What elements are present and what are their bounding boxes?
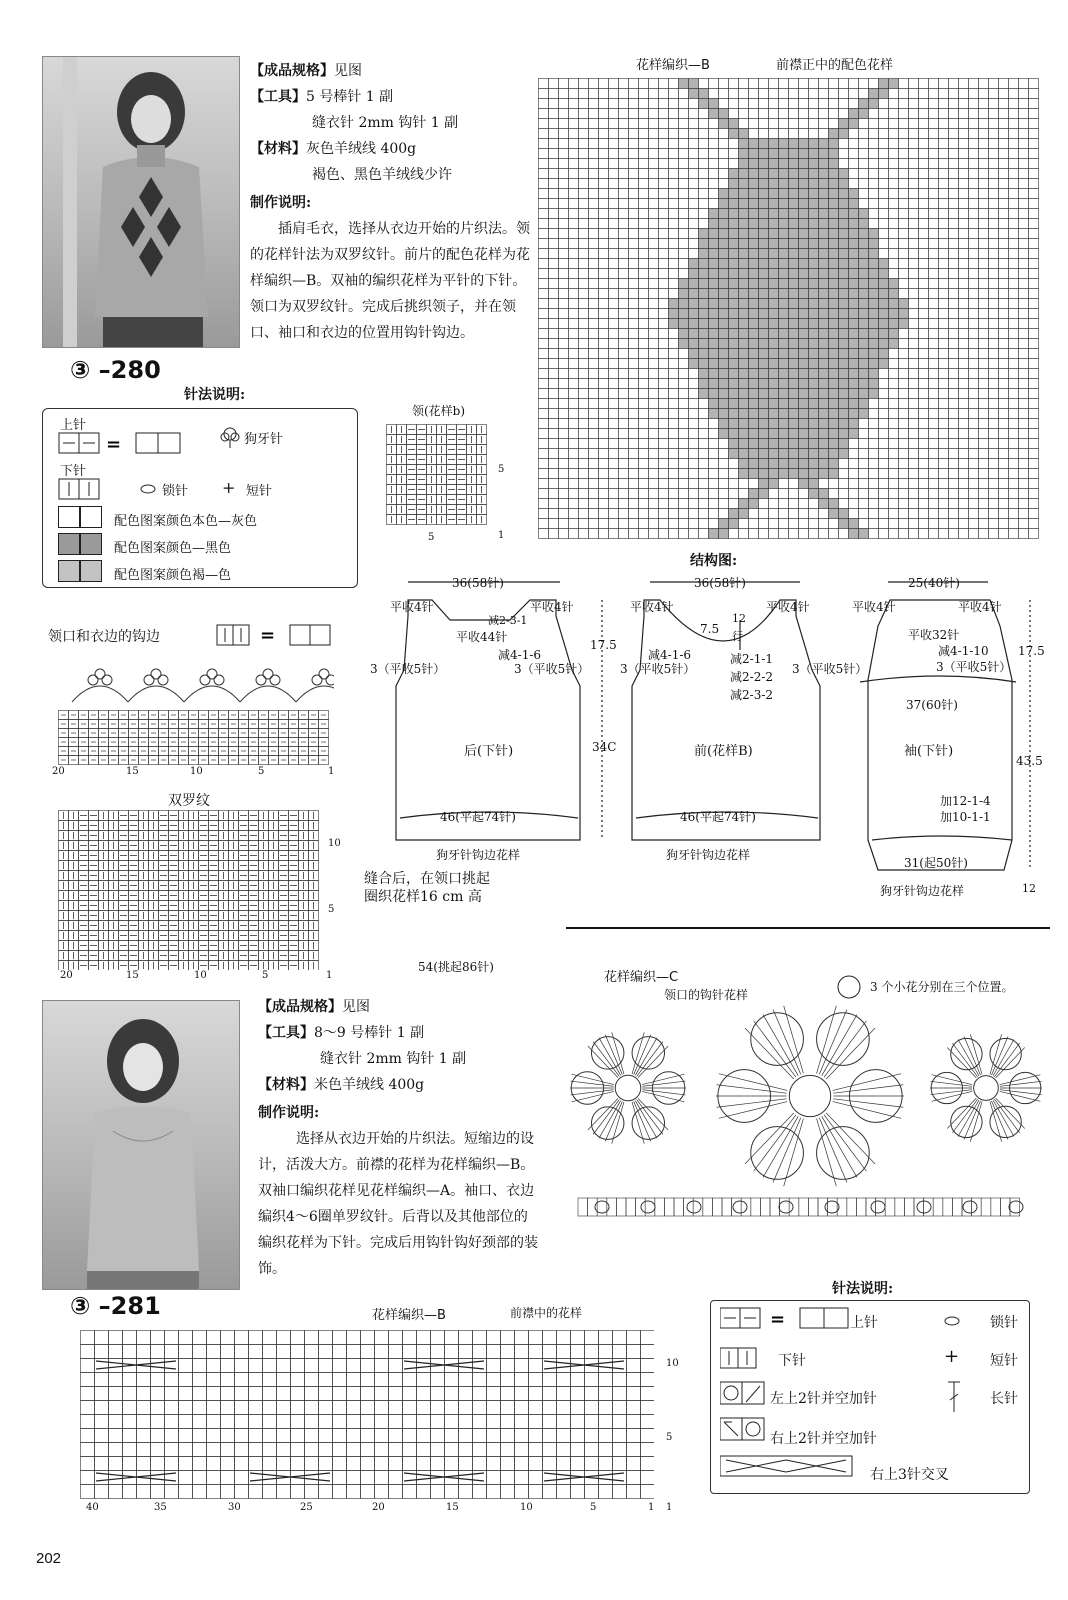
front-side-l: 3（平收5针） bbox=[620, 662, 696, 676]
edge-tick: 5 bbox=[258, 766, 265, 777]
section-divider bbox=[540, 924, 1050, 934]
sleeve-l1: 平收4针 bbox=[852, 600, 896, 614]
cable-tick: 40 bbox=[86, 1502, 99, 1513]
sleeve-h12: 12 bbox=[1022, 882, 1036, 895]
legend-chain: 锁针 bbox=[162, 484, 189, 499]
legend-281-cross: 右上3针交叉 bbox=[870, 1467, 949, 1483]
pattern-id-280: ③ –280 bbox=[70, 356, 161, 384]
legend-title-280: 针法说明: bbox=[184, 387, 246, 403]
legend-c3: 配色图案颜色褐—色 bbox=[114, 568, 232, 583]
model-figure-280 bbox=[43, 57, 239, 347]
back-side-r: 3（平收5针） bbox=[514, 662, 590, 676]
spec-280 bbox=[250, 58, 362, 84]
rib-tick: 5 bbox=[262, 970, 269, 981]
sleeve-side: 3（平收5针） bbox=[936, 660, 1012, 674]
material-1: 米色羊绒线 400g bbox=[314, 1077, 425, 1093]
back-h2: 34C bbox=[592, 740, 617, 754]
edge-title: 领口和衣边的钩边 bbox=[48, 629, 160, 645]
neck-note-2: 圈织花样16 cm 高 bbox=[364, 889, 482, 905]
chart-c-title: 花样编织—C bbox=[604, 970, 679, 985]
cable-row-1: 1 bbox=[666, 1502, 673, 1513]
collar-title: 领(花样b) bbox=[412, 404, 466, 418]
sleeve-width: 37(60针) bbox=[906, 698, 958, 712]
rib-row-10: 10 bbox=[328, 838, 341, 849]
front-dec1: 减4-1-6 bbox=[648, 648, 692, 662]
chart-b-sub-280: 前襟正中的配色花样 bbox=[776, 58, 894, 73]
crochet-chart-c bbox=[566, 1000, 1046, 1240]
material-2-280: 褐色、黑色羊绒线少许 bbox=[312, 167, 452, 183]
cable-tick: 35 bbox=[154, 1502, 167, 1513]
circle-icon bbox=[836, 974, 862, 1000]
material-280 bbox=[250, 136, 416, 162]
swatch-gray bbox=[58, 506, 102, 528]
front-body: 前(花样B) bbox=[694, 744, 753, 759]
back-body: 后(下针) bbox=[464, 744, 514, 759]
legend-281-down: 下针 bbox=[778, 1353, 806, 1369]
collar-chart bbox=[386, 424, 496, 532]
front-n12: 12 bbox=[732, 612, 746, 625]
svg-text:=: = bbox=[106, 434, 122, 455]
legend-title-281: 针法说明: bbox=[832, 1281, 894, 1297]
photo-sweater-280 bbox=[42, 56, 240, 348]
tools-2-280: 缝衣针 2mm 钩针 1 副 bbox=[312, 115, 459, 131]
collar-col-5: 5 bbox=[428, 532, 435, 543]
front-l1: 平收4针 bbox=[630, 600, 674, 614]
rib-row-5: 5 bbox=[328, 904, 335, 915]
chart-c-sub: 领口的钩针花样 bbox=[664, 988, 749, 1002]
material-label: 【材料】 bbox=[258, 1077, 314, 1093]
chain-icon bbox=[942, 1314, 962, 1328]
rib-tick: 15 bbox=[126, 970, 139, 981]
legend-281-up: 上针 bbox=[850, 1315, 878, 1331]
page-number: 202 bbox=[36, 1550, 62, 1567]
neck-note-1: 缝合后，在领口挑起 bbox=[364, 871, 490, 887]
front-dec3: 减2-2-2 bbox=[730, 670, 774, 684]
legend-281-r2: 右上2针并空加针 bbox=[770, 1431, 877, 1447]
purl-symbol bbox=[58, 432, 208, 460]
neck-pick: 54(挑起86针) bbox=[418, 960, 494, 974]
swatch-brown bbox=[58, 560, 102, 582]
rib-tick: 20 bbox=[60, 970, 73, 981]
svg-text:=: = bbox=[770, 1309, 786, 1330]
sleeve-r1: 平收4针 bbox=[958, 600, 1002, 614]
front-dec2: 减2-1-1 bbox=[730, 652, 774, 666]
chart-b-sub-281: 前襟中的花样 bbox=[510, 1306, 583, 1320]
front-r1: 平收4针 bbox=[766, 600, 810, 614]
legend-281-sc: 短针 bbox=[990, 1353, 1018, 1369]
rib-tick: 10 bbox=[194, 970, 207, 981]
collar-row-5: 5 bbox=[498, 464, 505, 475]
tools-label: 【工具】 bbox=[250, 89, 306, 105]
front-bottom: 46(平起74针) bbox=[680, 810, 756, 824]
front-n75: 7.5 bbox=[700, 622, 720, 636]
back-h1: 17.5 bbox=[590, 638, 617, 652]
cable-chart-b bbox=[80, 1330, 654, 1502]
front-side-r: 3（平收5针） bbox=[792, 662, 868, 676]
tools-1: 8～9 号棒针 1 副 bbox=[314, 1025, 425, 1041]
svg-text:=: = bbox=[260, 625, 276, 646]
instr-body-280: 插肩毛衣，选择从衣边开始的片织法。领的花样针法为双罗纹针。前片的配色花样为花样编织—B。双袖的编织花样为平针的下针。领口为双罗纹针。完成后挑织领子，并在领口、袖口和衣边的位置用钩针钩边。 bbox=[250, 221, 530, 341]
tools-280 bbox=[250, 84, 393, 110]
struct-title: 结构图: bbox=[690, 553, 738, 569]
instr-title-281: 制作说明: bbox=[258, 1105, 320, 1121]
rib-title: 双罗纹 bbox=[168, 793, 210, 809]
swatch-black bbox=[58, 533, 102, 555]
cable-tick: 5 bbox=[590, 1502, 597, 1513]
sleeve-top: 25(40针) bbox=[908, 576, 960, 590]
legend-c2: 配色图案颜色—黑色 bbox=[114, 541, 232, 556]
back-top: 36(58针) bbox=[452, 576, 504, 590]
instr-body-281: 选择从衣边开始的片织法。短缩边的设计，活泼大方。前襟的花样为花样编织—B。双袖口编织花样见花样编织—A。袖口、衣边编织4～6圈单罗纹针。后背以及其他部位的编织花样为下针。完成后用钩针钩好颈部的装饰。 bbox=[258, 1131, 538, 1277]
instr-title-280: 制作说明: bbox=[250, 195, 312, 211]
front-top: 36(58针) bbox=[694, 576, 746, 590]
pattern-id-281: ③ –281 bbox=[70, 1292, 161, 1320]
back-dec2: 减4-1-6 bbox=[498, 648, 542, 662]
dc-icon bbox=[944, 1380, 964, 1414]
cable-tick: 30 bbox=[228, 1502, 241, 1513]
sc-plus-icon: + bbox=[944, 1346, 960, 1367]
knit-symbol bbox=[58, 478, 104, 502]
collar-row-1: 1 bbox=[498, 530, 505, 541]
chart-b-title-281: 花样编织—B bbox=[372, 1308, 446, 1323]
legend-up: 上针 bbox=[60, 418, 87, 433]
spec-value: 见图 bbox=[342, 999, 370, 1015]
sleeve-edge: 狗牙针钩边花样 bbox=[880, 884, 965, 898]
sleeve-inc2: 加10-1-1 bbox=[940, 810, 991, 824]
back-side-l: 3（平收5针） bbox=[370, 662, 446, 676]
front-hang: 行 bbox=[732, 630, 743, 643]
back-l1: 平收4针 bbox=[390, 600, 434, 614]
edge-symbol bbox=[216, 624, 336, 648]
material-1: 灰色羊绒线 400g bbox=[306, 141, 417, 157]
sleeve-body: 袖(下针) bbox=[904, 744, 954, 759]
legend-sc: 短针 bbox=[246, 484, 273, 499]
front-edge: 狗牙针钩边花样 bbox=[666, 848, 751, 862]
color-chart-b bbox=[538, 78, 1044, 544]
legend-c1: 配色图案颜色本色—灰色 bbox=[114, 514, 258, 529]
tools-281 bbox=[258, 1020, 424, 1046]
chart-c-note: 3 个小花分别在三个位置。 bbox=[870, 980, 1014, 994]
back-bottom: 46(平起74针) bbox=[440, 810, 516, 824]
sleeve-dec: 减4-1-10 bbox=[938, 644, 989, 658]
sleeve-cuff: 31(起50针) bbox=[904, 856, 968, 870]
legend-281-dc: 长针 bbox=[990, 1391, 1018, 1407]
spec-value: 见图 bbox=[334, 63, 362, 79]
cable-tick: 10 bbox=[520, 1502, 533, 1513]
double-rib-chart bbox=[56, 810, 322, 970]
cable-row-5: 5 bbox=[666, 1432, 673, 1443]
sleeve-mid: 平收32针 bbox=[908, 628, 960, 642]
edge-tick: 1 bbox=[328, 766, 335, 777]
edge-tick: 20 bbox=[52, 766, 65, 777]
edge-tick: 10 bbox=[190, 766, 203, 777]
legend-281-chain: 锁针 bbox=[990, 1315, 1018, 1331]
chain-icon bbox=[138, 482, 158, 496]
tools-2-281: 缝衣针 2mm 钩针 1 副 bbox=[320, 1051, 467, 1067]
spec-281 bbox=[258, 994, 370, 1020]
sc-plus-icon: + bbox=[222, 478, 236, 497]
cable-tick: 1 bbox=[648, 1502, 655, 1513]
legend-down: 下针 bbox=[60, 464, 87, 479]
back-dec: 减2-3-1 bbox=[488, 614, 528, 627]
back-mid: 平收44针 bbox=[456, 630, 508, 644]
cable-row-10: 10 bbox=[666, 1358, 679, 1369]
legend-281-l2: 左上2针并空加针 bbox=[770, 1391, 877, 1407]
cable-tick: 15 bbox=[446, 1502, 459, 1513]
cable-tick: 25 bbox=[300, 1502, 313, 1513]
spec-label: 【成品规格】 bbox=[258, 999, 342, 1015]
model-figure-281 bbox=[43, 1001, 239, 1289]
edge-tick: 15 bbox=[126, 766, 139, 777]
sleeve-h175: 17.5 bbox=[1018, 644, 1045, 658]
back-r1: 平收4针 bbox=[530, 600, 574, 614]
back-edge: 狗牙针钩边花样 bbox=[436, 848, 521, 862]
spec-label: 【成品规格】 bbox=[250, 63, 334, 79]
material-label: 【材料】 bbox=[250, 141, 306, 157]
tools-1: 5 号棒针 1 副 bbox=[306, 89, 394, 105]
chart-b-title-280: 花样编织—B bbox=[636, 58, 710, 73]
sleeve-h435: 43.5 bbox=[1016, 754, 1043, 768]
cable-tick: 20 bbox=[372, 1502, 385, 1513]
material-281 bbox=[258, 1072, 424, 1098]
photo-sweater-281 bbox=[42, 1000, 240, 1290]
legend-picot: 狗牙针 bbox=[244, 432, 284, 447]
edge-chart bbox=[56, 660, 334, 766]
sleeve-inc1: 加12-1-4 bbox=[940, 794, 991, 808]
tools-label: 【工具】 bbox=[258, 1025, 314, 1041]
front-dec4: 减2-3-2 bbox=[730, 688, 774, 702]
rib-tick: 1 bbox=[326, 970, 333, 981]
picot-icon bbox=[218, 426, 242, 450]
